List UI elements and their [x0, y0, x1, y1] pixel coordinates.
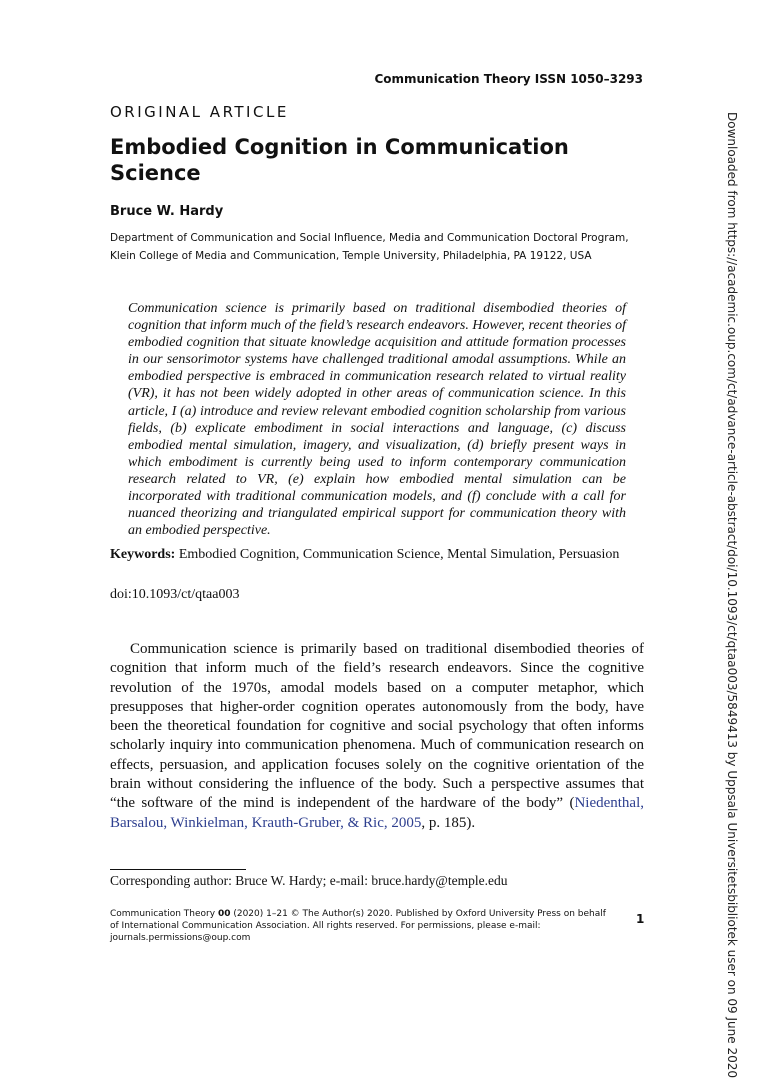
keywords-value: Embodied Cognition, Communication Science, Mental Simulation, Persuasion	[178, 547, 620, 562]
body-paragraph-tail: , p. 185).	[421, 814, 476, 831]
body-paragraph-text: Communication science is primarily based on traditional disembodied theories of cognition that inform much of the field’s research endeavors. Since the cognitive revolution of the 1970s, amodal models based on a computer metaphor, which presupposes that higher-order cognition operates autonomously from the body, have been the theoretical foundation for cognitive and social psychology that often informs scholarly inquiry into communication phenomena. Much of communication research on effects, persuasion, and application focuses solely on the cognitive orientation of the brain without considering the influence of the body. Such a perspective assumes that “the software of the mind is independent of the hardware of the body” (	[110, 641, 644, 812]
page-number: 1	[636, 912, 645, 926]
author-name: Bruce W. Hardy	[110, 204, 224, 219]
doi-text: doi:10.1093/ct/qtaa003	[110, 587, 240, 602]
download-watermark: Downloaded from https://academic.oup.com/ct/advance-article-abstract/doi/10.1093/ct/qtaa003/5849413 by Uppsala Universitetsbibliotek user on 09 June 2020	[725, 112, 739, 1078]
page-footer	[110, 908, 610, 944]
footer-volume: 00	[217, 909, 231, 919]
article-type-label: ORIGINAL ARTICLE	[110, 103, 289, 121]
footer-journal: Communication Theory	[110, 909, 218, 919]
citation-link[interactable]: Niedenthal, Barsalou, Winkielman, Krauth-Gruber, & Ric, 2005	[110, 795, 644, 831]
body-paragraph	[110, 640, 644, 833]
author-affiliation: Department of Communication and Social Influence, Media and Communication Doctoral Program, Klein College of Media and Communication, Temple University, Philadelphia, PA 19122, USA	[110, 232, 629, 262]
keywords-label: Keywords:	[110, 547, 176, 562]
abstract-text: Communication science is primarily based on traditional disembodied theories of cognition that inform much of the field’s research endeavors. However, recent theories of embodied cognition that situate knowledge acquisition and attitude formation processes in our sensorimotor systems have challenged traditional amodal assumptions. While an embodied perspective is embraced in communication research related to virtual reality (VR), it has not been widely adopted in other areas of communication science. In this article, I (a) introduce and review relevant embodied cognition scholarship from various fields, (b) explicate embodiment in social interactions and language, (c) discuss embodied mental simulation, imagery, and visualization, (d) briefly present ways in which embodiment is currently being used to inform contemporary communication research related to VR, (e) explain how embodied mental simulation can be incorporated with traditional communication models, and (f) conclude with a call for nuanced theorizing and triangulated empirical support for communication theory with an embodied perspective.	[128, 301, 626, 539]
keywords-line	[110, 547, 619, 563]
article-title: Embodied Cognition in Communication Science	[110, 135, 569, 185]
corresponding-author-footnote: Corresponding author: Bruce W. Hardy; e-mail: bruce.hardy@temple.edu	[110, 873, 508, 888]
journal-issn-header: Communication Theory ISSN 1050–3293	[374, 72, 643, 86]
footnote-divider	[110, 869, 246, 870]
footer-copyright: (2020) 1–21 © The Author(s) 2020. Published by Oxford University Press on behalf of International Communication Association. All rights reserved. For permissions, please e-mail: journals.permissions@oup.com	[110, 909, 606, 943]
